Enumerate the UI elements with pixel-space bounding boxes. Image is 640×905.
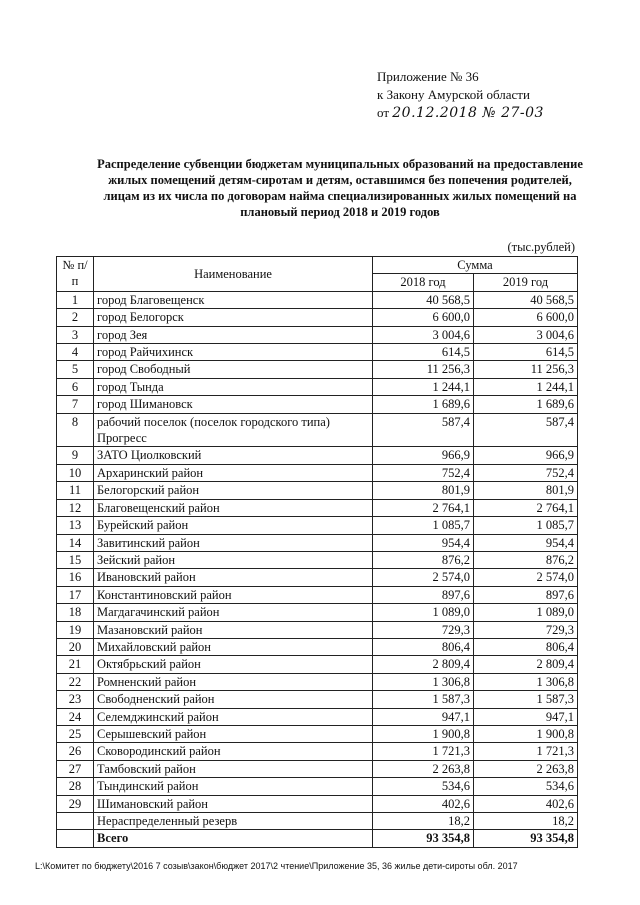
row-2019: 1 721,3 xyxy=(474,743,578,760)
appendix-law: к Закону Амурской области xyxy=(377,87,530,102)
table-row xyxy=(57,691,578,708)
row-2018: 11 256,3 xyxy=(373,361,474,378)
row-number: 2 xyxy=(57,309,94,326)
row-2019: 18,2 xyxy=(474,813,578,830)
table-row xyxy=(57,743,578,760)
row-2019: 954,4 xyxy=(474,534,578,551)
row-2019: 752,4 xyxy=(474,464,578,481)
table-row xyxy=(57,291,578,308)
table-row xyxy=(57,447,578,464)
row-number: 29 xyxy=(57,795,94,812)
row-2018: 897,6 xyxy=(373,586,474,603)
header-num: № п/п xyxy=(57,257,94,292)
document-title: Распределение субвенции бюджетам муниципальных образований на предоставление жилых помещений детям-сиротам и детям, оставшимся без попечения родителей, лицам из их числа по договорам найма специализированных жилых помещений на плановый период 2018 и 2019 годов xyxy=(97,157,583,219)
row-2019: 1 587,3 xyxy=(474,691,578,708)
row-name: Селемджинский район xyxy=(94,708,373,725)
table-row xyxy=(57,482,578,499)
row-2018: 1 900,8 xyxy=(373,725,474,742)
row-2018: 2 764,1 xyxy=(373,499,474,516)
row-name: Ивановский район xyxy=(94,569,373,586)
row-2018: 1 244,1 xyxy=(373,378,474,395)
row-name: рабочий поселок (поселок городского типа) Прогресс xyxy=(94,413,373,447)
total-label: Всего xyxy=(94,830,373,847)
table-row xyxy=(57,517,578,534)
header-sum: Сумма xyxy=(373,257,578,274)
row-number: 28 xyxy=(57,778,94,795)
row-name: город Тында xyxy=(94,378,373,395)
row-2019: 534,6 xyxy=(474,778,578,795)
row-2018: 6 600,0 xyxy=(373,309,474,326)
row-number: 14 xyxy=(57,534,94,551)
row-number: 22 xyxy=(57,673,94,690)
row-2019: 2 263,8 xyxy=(474,760,578,777)
row-2019: 1 689,6 xyxy=(474,396,578,413)
row-2019: 1 900,8 xyxy=(474,725,578,742)
table-row xyxy=(57,569,578,586)
row-name: Шимановский район xyxy=(94,795,373,812)
row-2018: 1 089,0 xyxy=(373,604,474,621)
row-2019: 801,9 xyxy=(474,482,578,499)
row-number xyxy=(57,813,94,830)
row-2019: 806,4 xyxy=(474,638,578,655)
row-name: Тамбовский район xyxy=(94,760,373,777)
row-number: 25 xyxy=(57,725,94,742)
table-row xyxy=(57,638,578,655)
total-2018: 93 354,8 xyxy=(373,830,474,847)
row-name: Магдагачинский район xyxy=(94,604,373,621)
row-name: Нераспределенный резерв xyxy=(94,813,373,830)
table-row xyxy=(57,656,578,673)
table-body xyxy=(57,291,578,830)
table-row xyxy=(57,361,578,378)
appendix-header xyxy=(377,68,544,122)
row-name: город Белогорск xyxy=(94,309,373,326)
table-row xyxy=(57,344,578,361)
row-2018: 947,1 xyxy=(373,708,474,725)
row-number: 10 xyxy=(57,464,94,481)
table-row xyxy=(57,586,578,603)
row-2019: 947,1 xyxy=(474,708,578,725)
table-row xyxy=(57,499,578,516)
row-2019: 1 244,1 xyxy=(474,378,578,395)
row-number: 17 xyxy=(57,586,94,603)
row-number: 19 xyxy=(57,621,94,638)
row-number: 13 xyxy=(57,517,94,534)
row-name: город Свободный xyxy=(94,361,373,378)
row-2019: 614,5 xyxy=(474,344,578,361)
row-2019: 11 256,3 xyxy=(474,361,578,378)
table-row xyxy=(57,760,578,777)
row-name: Благовещенский район xyxy=(94,499,373,516)
row-name: Серышевский район xyxy=(94,725,373,742)
row-2018: 40 568,5 xyxy=(373,291,474,308)
row-number: 5 xyxy=(57,361,94,378)
units-label: (тыс.рублей) xyxy=(507,240,575,254)
row-2018: 2 574,0 xyxy=(373,569,474,586)
row-2018: 1 721,3 xyxy=(373,743,474,760)
appendix-date xyxy=(377,104,544,122)
file-path-footer: L:\Комитет по бюджету\2016 7 созыв\закон\бюджет 2017\2 чтение\Приложение 35, 36 жилье дети-сироты обл. 2017 xyxy=(35,861,518,871)
table-row xyxy=(57,708,578,725)
row-2018: 1 306,8 xyxy=(373,673,474,690)
row-2018: 3 004,6 xyxy=(373,326,474,343)
table-row xyxy=(57,604,578,621)
row-number: 1 xyxy=(57,291,94,308)
appendix-date-prefix: от xyxy=(377,105,390,120)
row-2019: 402,6 xyxy=(474,795,578,812)
row-2018: 876,2 xyxy=(373,551,474,568)
header-name: Наименование xyxy=(94,257,373,292)
row-2018: 1 689,6 xyxy=(373,396,474,413)
row-name: Бурейский район xyxy=(94,517,373,534)
row-number: 18 xyxy=(57,604,94,621)
header-2018: 2018 год xyxy=(373,274,474,291)
total-num xyxy=(57,830,94,847)
row-2019: 40 568,5 xyxy=(474,291,578,308)
table-row xyxy=(57,309,578,326)
row-number: 7 xyxy=(57,396,94,413)
row-2018: 1 085,7 xyxy=(373,517,474,534)
table-row xyxy=(57,725,578,742)
row-2018: 534,6 xyxy=(373,778,474,795)
row-2019: 6 600,0 xyxy=(474,309,578,326)
row-name: Архаринский район xyxy=(94,464,373,481)
row-2018: 402,6 xyxy=(373,795,474,812)
row-name: Тындинский район xyxy=(94,778,373,795)
row-name: Михайловский район xyxy=(94,638,373,655)
row-2018: 614,5 xyxy=(373,344,474,361)
table-row xyxy=(57,778,578,795)
row-2018: 801,9 xyxy=(373,482,474,499)
row-name: город Зея xyxy=(94,326,373,343)
row-number: 4 xyxy=(57,344,94,361)
table-row xyxy=(57,378,578,395)
row-2018: 2 263,8 xyxy=(373,760,474,777)
table-header-row xyxy=(57,257,578,274)
total-2019: 93 354,8 xyxy=(474,830,578,847)
row-name: город Шимановск xyxy=(94,396,373,413)
row-2019: 729,3 xyxy=(474,621,578,638)
row-number: 11 xyxy=(57,482,94,499)
row-number: 24 xyxy=(57,708,94,725)
row-number: 23 xyxy=(57,691,94,708)
subvention-table xyxy=(56,256,578,848)
row-name: Константиновский район xyxy=(94,586,373,603)
row-2019: 3 004,6 xyxy=(474,326,578,343)
table-row xyxy=(57,464,578,481)
row-2019: 1 306,8 xyxy=(474,673,578,690)
row-name: Октябрьский район xyxy=(94,656,373,673)
row-number: 15 xyxy=(57,551,94,568)
row-2018: 1 587,3 xyxy=(373,691,474,708)
row-2018: 729,3 xyxy=(373,621,474,638)
header-2019: 2019 год xyxy=(474,274,578,291)
row-name: город Благовещенск xyxy=(94,291,373,308)
row-2018: 2 809,4 xyxy=(373,656,474,673)
table-row xyxy=(57,413,578,447)
row-2018: 806,4 xyxy=(373,638,474,655)
row-number: 8 xyxy=(57,413,94,447)
table-row xyxy=(57,795,578,812)
row-number: 27 xyxy=(57,760,94,777)
row-2019: 966,9 xyxy=(474,447,578,464)
row-name: Зейский район xyxy=(94,551,373,568)
row-2018: 954,4 xyxy=(373,534,474,551)
table-row xyxy=(57,673,578,690)
row-name: Ромненский район xyxy=(94,673,373,690)
row-name: Мазановский район xyxy=(94,621,373,638)
row-2019: 1 089,0 xyxy=(474,604,578,621)
table-row xyxy=(57,534,578,551)
row-2019: 2 809,4 xyxy=(474,656,578,673)
row-2019: 2 764,1 xyxy=(474,499,578,516)
row-2018: 587,4 xyxy=(373,413,474,447)
row-2019: 876,2 xyxy=(474,551,578,568)
row-number: 12 xyxy=(57,499,94,516)
row-name: город Райчихинск xyxy=(94,344,373,361)
row-2018: 752,4 xyxy=(373,464,474,481)
table-row xyxy=(57,326,578,343)
row-number: 3 xyxy=(57,326,94,343)
handwritten-date: 20.12.2018 № 27-03 xyxy=(392,105,544,121)
table-row xyxy=(57,621,578,638)
row-2018: 18,2 xyxy=(373,813,474,830)
total-row xyxy=(57,830,578,847)
table-row xyxy=(57,813,578,830)
row-2019: 897,6 xyxy=(474,586,578,603)
row-name: Завитинский район xyxy=(94,534,373,551)
row-number: 20 xyxy=(57,638,94,655)
row-2019: 1 085,7 xyxy=(474,517,578,534)
row-name: ЗАТО Циолковский xyxy=(94,447,373,464)
row-number: 26 xyxy=(57,743,94,760)
row-2019: 587,4 xyxy=(474,413,578,447)
row-name: Белогорский район xyxy=(94,482,373,499)
row-number: 21 xyxy=(57,656,94,673)
appendix-number: Приложение № 36 xyxy=(377,69,479,84)
table-row xyxy=(57,551,578,568)
row-name: Сковородинский район xyxy=(94,743,373,760)
table-row xyxy=(57,396,578,413)
row-number: 16 xyxy=(57,569,94,586)
row-number: 6 xyxy=(57,378,94,395)
row-number: 9 xyxy=(57,447,94,464)
row-name: Свободненский район xyxy=(94,691,373,708)
row-2018: 966,9 xyxy=(373,447,474,464)
row-2019: 2 574,0 xyxy=(474,569,578,586)
